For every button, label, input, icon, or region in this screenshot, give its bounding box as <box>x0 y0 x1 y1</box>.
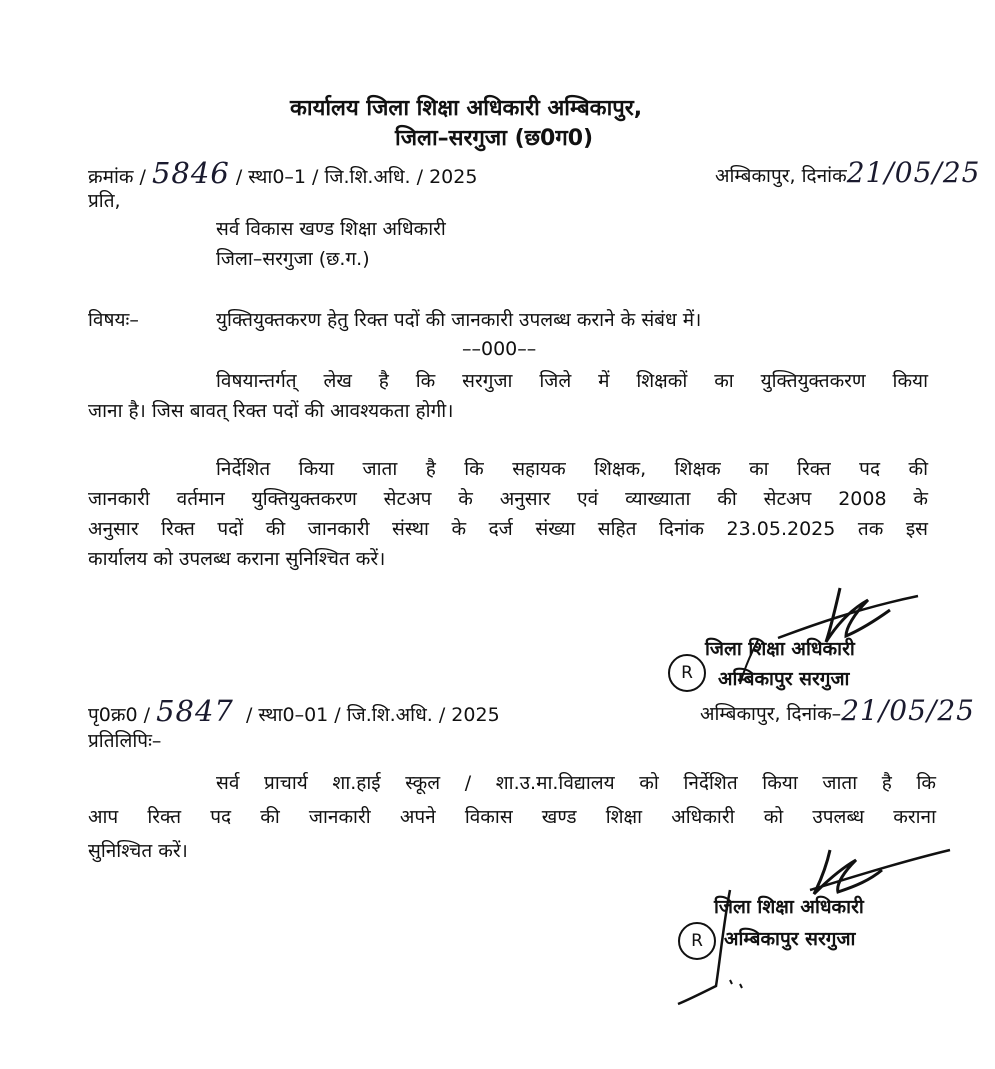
handwritten-ref-number: 5846 <box>151 156 230 190</box>
place-date-label: अम्बिकापुर, दिनांक <box>715 165 847 187</box>
handwritten-ref-number-2: 5847 <box>156 694 234 728</box>
recipient-line-2: जिला–सरगुजा (छ.ग.) <box>216 248 370 270</box>
para3-line-3: सुनिश्चित करें। <box>88 840 188 862</box>
to-label: प्रति, <box>88 190 121 212</box>
handwritten-date-2: 21/05/25 <box>841 694 975 727</box>
ref-suffix: / स्था0–1 / जि.शि.अधि. / 2025 <box>235 166 478 188</box>
separator: ––000–– <box>462 338 537 360</box>
letterhead-district: जिला–सरगुजा (छ0ग0) <box>395 126 594 151</box>
signature-title-2: जिला शिक्षा अधिकारी <box>714 896 864 918</box>
stamp-mark-2: R <box>678 922 716 960</box>
letterhead-office: कार्यालय जिला शिक्षा अधिकारी अम्बिकापुर, <box>290 96 643 121</box>
para1-line-2: जाना है। जिस बावत् रिक्त पदों की आवश्यकता होगी। <box>88 400 454 422</box>
ref-suffix-2: / स्था0–01 / जि.शि.अधि. / 2025 <box>245 704 500 726</box>
para2-line-2: जानकारी वर्तमान युक्तियुक्तकरण सेटअप के अनुसार एवं व्याख्याता की सेटअप 2008 के <box>88 488 928 510</box>
signature-place-1: अम्बिकापुर सरगुजा <box>718 668 850 690</box>
signature-title-1: जिला शिक्षा अधिकारी <box>705 638 855 660</box>
handwritten-date: 21/05/25 <box>846 156 981 189</box>
ref-prefix-2: पृ0क्र0 / <box>88 704 151 726</box>
place-date-label-2: अम्बिकापुर, दिनांक– <box>700 703 842 725</box>
para2-line-3: अनुसार रिक्त पदों की जानकारी संस्था के दर्ज संख्या सहित दिनांक 23.05.2025 तक इस <box>88 518 928 540</box>
subject-text: युक्तियुक्तकरण हेतु रिक्त पदों की जानकारी उपलब्ध कराने के संबंध में। <box>216 309 702 331</box>
para1-line-1: विषयान्तर्गत् लेख है कि सरगुजा जिले में शिक्षकों का युक्तियुक्तकरण किया <box>216 370 928 392</box>
para2-line-4: कार्यालय को उपलब्ध कराना सुनिश्चित करें। <box>88 548 386 570</box>
para3-line-2: आप रिक्त पद की जानकारी अपने विकास खण्ड शिक्षा अधिकारी को उपलब्ध कराना <box>88 806 936 828</box>
para3-line-1: सर्व प्राचार्य शा.हाई स्कूल / शा.उ.मा.विद्यालय को निर्देशित किया जाता है कि <box>216 772 936 794</box>
ref-line-2 <box>88 694 500 728</box>
para2-line-1: निर्देशित किया जाता है कि सहायक शिक्षक, शिक्षक का रिक्त पद की <box>216 458 928 480</box>
recipient-line-1: सर्व विकास खण्ड शिक्षा अधिकारी <box>216 218 446 240</box>
place-date-1 <box>715 156 981 189</box>
copy-label: प्रतिलिपिः– <box>88 730 162 752</box>
stamp-mark-1: R <box>668 654 706 692</box>
subject-label: विषयः– <box>88 309 139 331</box>
ref-prefix: क्रमांक / <box>88 166 146 188</box>
place-date-2 <box>700 694 975 727</box>
signature-place-2: अम्बिकापुर सरगुजा <box>724 928 856 950</box>
ref-line-1 <box>88 156 478 190</box>
